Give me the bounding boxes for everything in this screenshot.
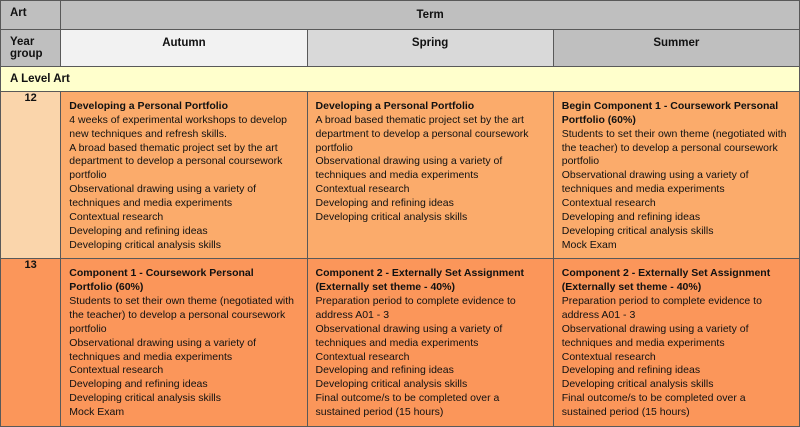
year-label-cell-12 xyxy=(1,92,61,259)
cell-line: Developing critical analysis skills xyxy=(315,210,468,223)
table-row xyxy=(1,92,800,259)
cell-title: Component 2 - Externally Set Assignment (Externally set theme - 40%) xyxy=(561,267,771,294)
cell-title: Begin Component 1 - Coursework Personal Portfolio (60%) xyxy=(561,100,779,126)
cell-line: Observational drawing using a variety of techniques and media experiments xyxy=(69,336,257,363)
term-header-cell xyxy=(61,1,800,30)
term-label-autumn: Autumn xyxy=(162,37,206,49)
cell-line: Contextual research xyxy=(69,364,164,377)
content-cell-y13-autumn xyxy=(61,259,307,426)
cell-line: Contextual research xyxy=(69,210,164,223)
cell-line: Mock Exam xyxy=(69,406,125,419)
cell-line: Observational drawing using a variety of techniques and media experiments xyxy=(315,155,503,182)
cell-line: Developing and refining ideas xyxy=(561,364,701,377)
table-header-row-subject xyxy=(1,1,800,30)
subject-corner-cell xyxy=(1,1,61,30)
cell-line: Developing critical analysis skills xyxy=(69,392,222,405)
cell-line: Observational drawing using a variety of techniques and media experiments xyxy=(69,183,257,210)
term-header-spring xyxy=(307,30,553,67)
cell-line: Developing critical analysis skills xyxy=(561,378,714,391)
cell-line: Developing critical analysis skills xyxy=(561,224,714,237)
content-cell-y12-spring xyxy=(307,92,553,259)
cell-line: A broad based thematic project set by the art department to develop a personal coursework portfolio xyxy=(69,141,283,182)
cell-title: Component 1 - Coursework Personal Portfolio (60%) xyxy=(69,267,254,294)
year-group-header-label: Year group xyxy=(10,36,43,60)
cell-line: 4 weeks of experimental workshops to develop new techniques and refresh skills. xyxy=(69,113,287,140)
year-label-12: 12 xyxy=(24,92,37,104)
table-row xyxy=(1,259,800,426)
cell-line: Contextual research xyxy=(561,197,656,210)
cell-line: Developing and refining ideas xyxy=(561,210,701,223)
cell-title: Developing a Personal Portfolio xyxy=(69,100,228,112)
cell-line: Contextual research xyxy=(561,350,656,363)
cell-line: Students to set their own theme (negotiated with the teacher) to develop a personal coursework portfolio xyxy=(69,295,295,335)
cell-line: Preparation period to complete evidence to address A01 - 3 xyxy=(315,295,516,322)
subject-band-label: A Level Art xyxy=(10,73,70,85)
cell-line: Developing and refining ideas xyxy=(69,378,208,391)
cell-line: Final outcome/s to be completed over a sustained period (15 hours) xyxy=(561,392,746,419)
subject-corner-label: Art xyxy=(10,7,27,19)
cell-line: Developing and refining ideas xyxy=(69,224,208,237)
cell-line: Preparation period to complete evidence to address A01 - 3 xyxy=(561,295,762,322)
cell-line: Developing and refining ideas xyxy=(315,197,454,210)
cell-line: Observational drawing using a variety of techniques and media experiments xyxy=(561,322,749,349)
cell-line: Developing critical analysis skills xyxy=(315,378,468,391)
content-cell-y13-spring xyxy=(307,259,553,426)
cell-line: Observational drawing using a variety of techniques and media experiments xyxy=(561,169,749,196)
term-label-spring: Spring xyxy=(411,37,449,49)
cell-line: Contextual research xyxy=(315,183,410,196)
content-cell-y12-summer xyxy=(553,92,799,259)
term-header-summer xyxy=(553,30,799,67)
cell-line: Mock Exam xyxy=(561,238,617,251)
table-header-row-terms xyxy=(1,30,800,67)
cell-line: Developing critical analysis skills xyxy=(69,238,222,251)
subject-band-row xyxy=(1,67,800,92)
cell-title: Developing a Personal Portfolio xyxy=(315,100,475,112)
year-group-header-cell xyxy=(1,30,61,67)
term-label-summer: Summer xyxy=(653,37,700,49)
cell-line: Final outcome/s to be completed over a sustained period (15 hours) xyxy=(315,392,500,419)
content-cell-y12-autumn xyxy=(61,92,307,259)
term-header-autumn xyxy=(61,30,307,67)
subject-band-cell xyxy=(1,67,800,92)
cell-line: Developing and refining ideas xyxy=(315,364,454,377)
cell-line: Contextual research xyxy=(315,350,410,363)
cell-title: Component 2 - Externally Set Assignment (Externally set theme - 40%) xyxy=(315,267,524,294)
cell-line: Observational drawing using a variety of techniques and media experiments xyxy=(315,322,503,349)
cell-line: A broad based thematic project set by the art department to develop a personal coursework portfolio xyxy=(315,113,529,154)
content-cell-y13-summer xyxy=(553,259,799,426)
year-label-13: 13 xyxy=(24,259,37,272)
term-header-label: Term xyxy=(416,9,444,21)
cell-line: Students to set their own theme (negotiated with the teacher) to develop a personal coursework portfolio xyxy=(561,127,787,168)
year-label-cell-13 xyxy=(1,259,61,426)
